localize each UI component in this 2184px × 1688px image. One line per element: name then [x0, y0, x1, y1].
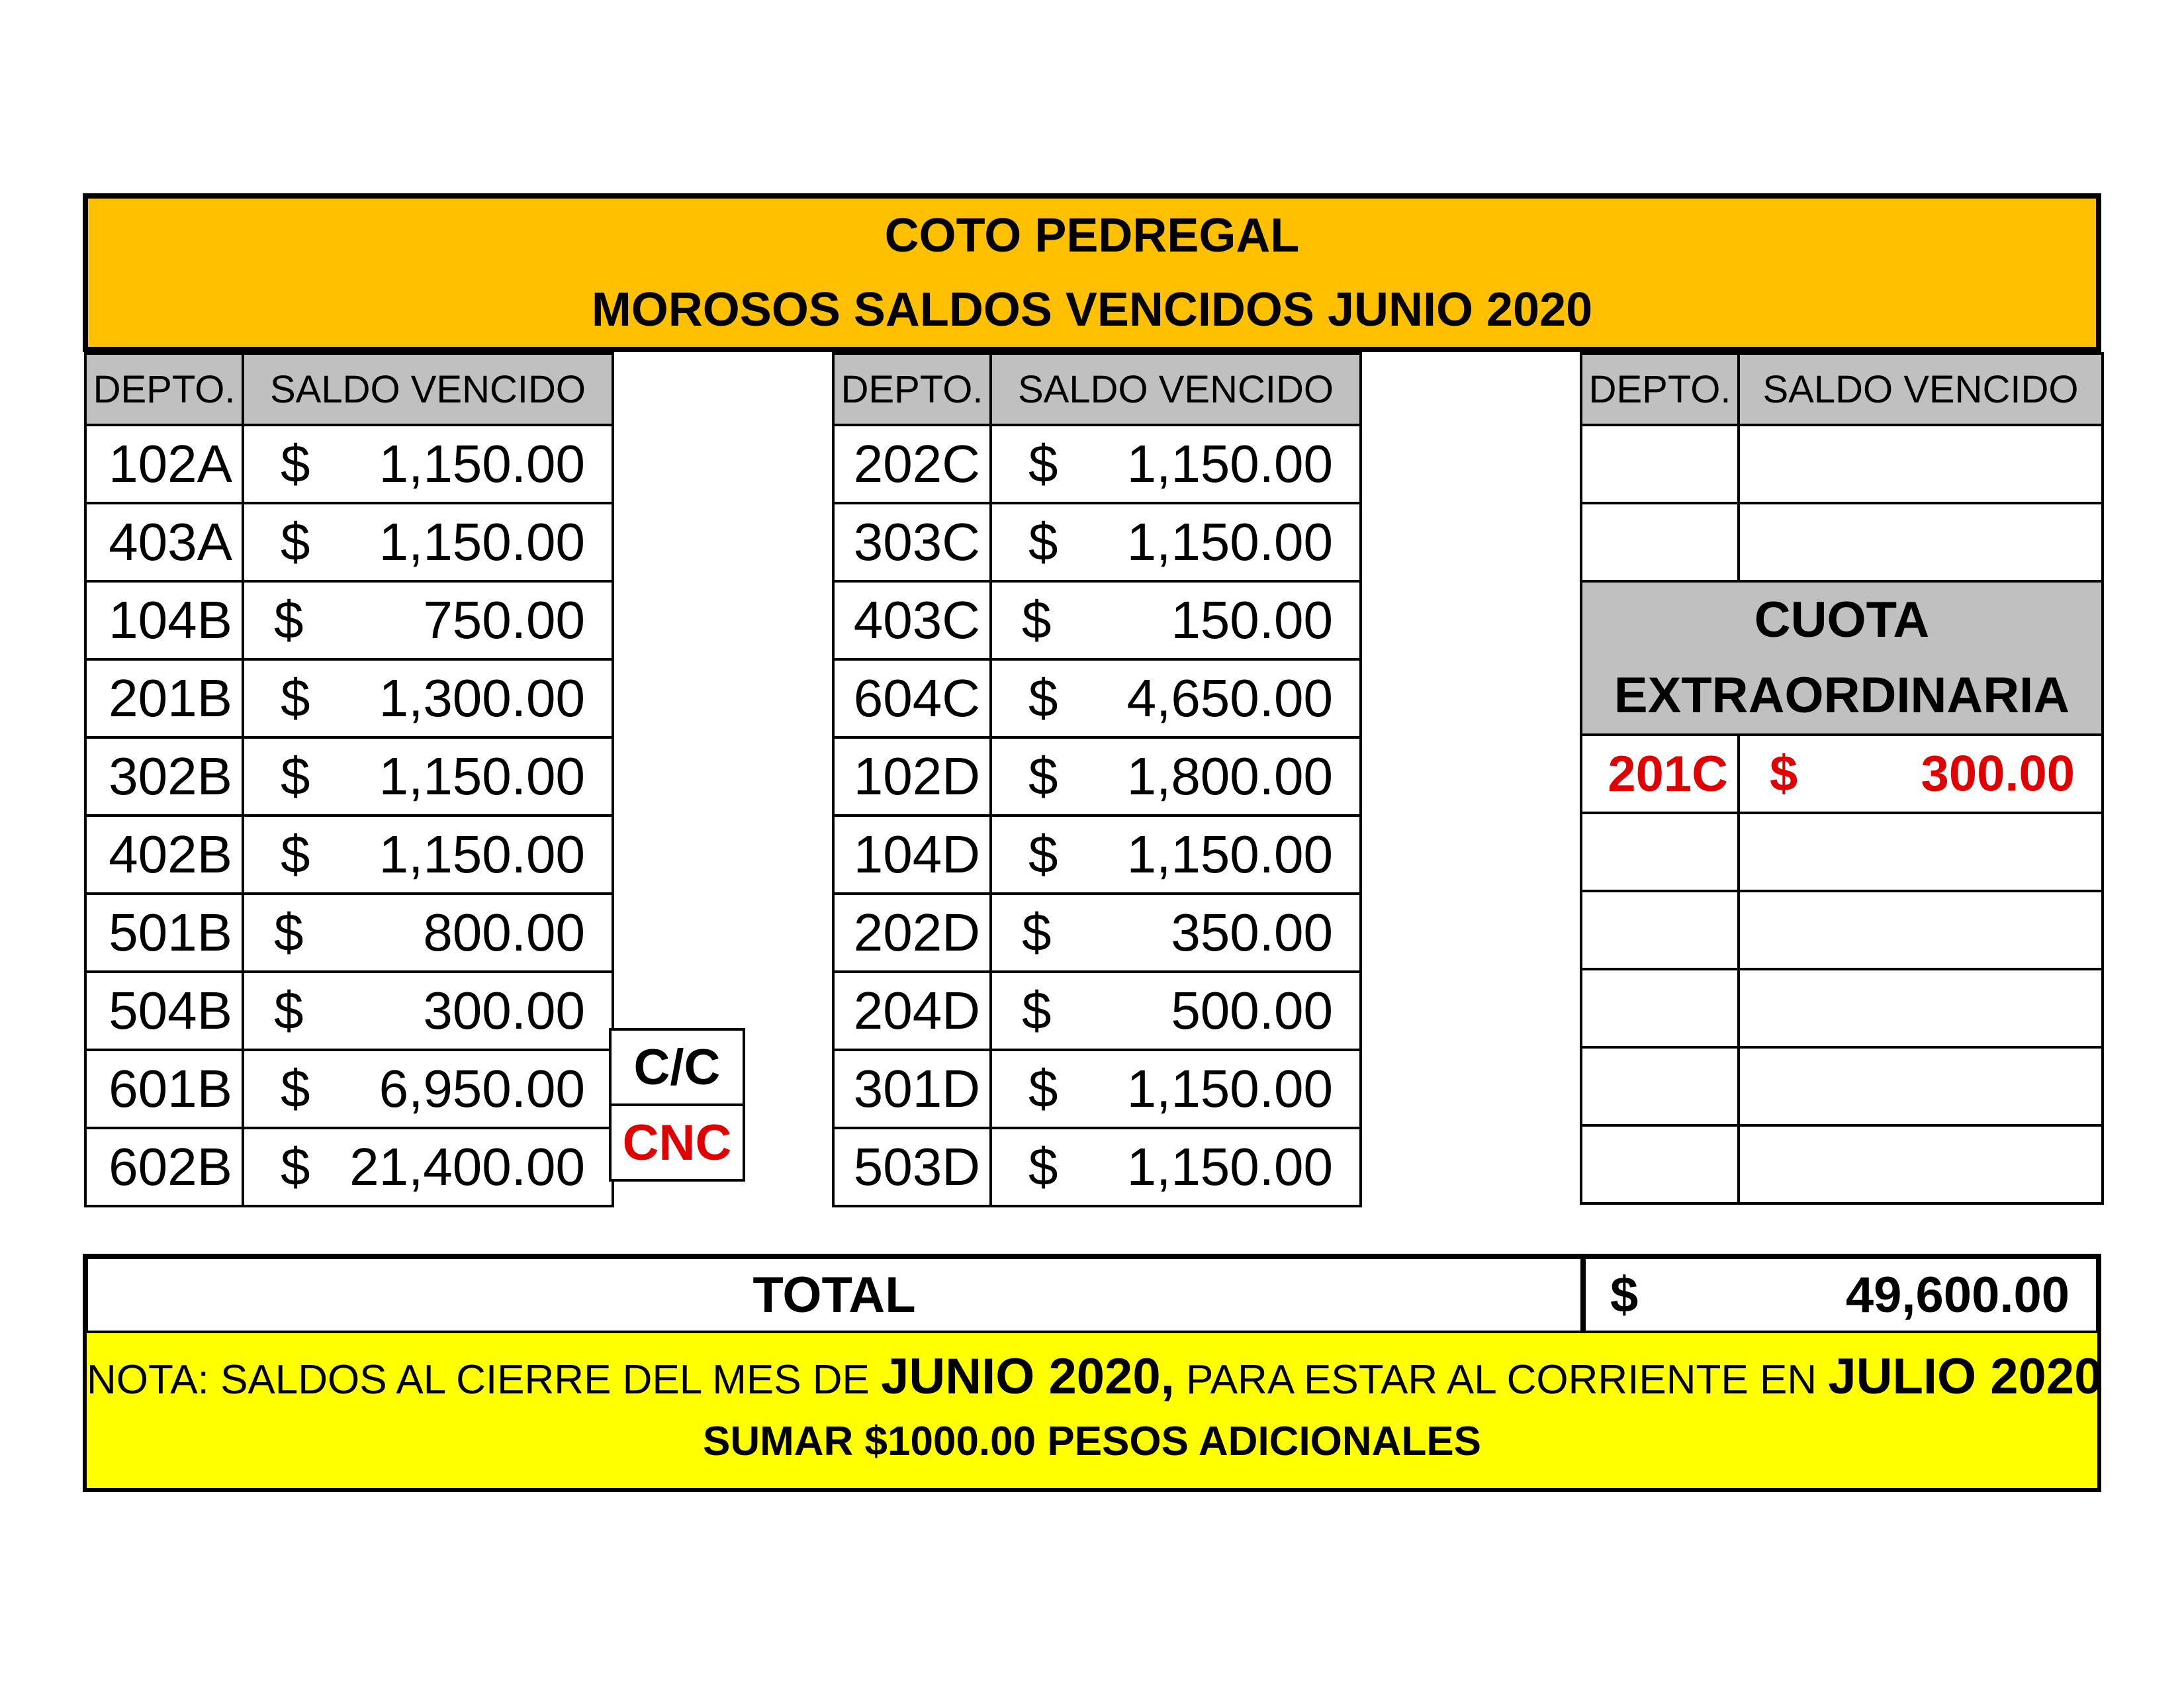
- amount-value: 6,950.00: [379, 1059, 585, 1118]
- depto-cell: 202C: [833, 425, 991, 503]
- depto-cell: 402B: [85, 816, 243, 894]
- amount-cell: [243, 972, 613, 1050]
- table-cuota-extraordinaria: [1580, 352, 2104, 1205]
- empty-cell: [1739, 969, 2103, 1047]
- empty-cell: [1581, 425, 1739, 503]
- currency-symbol: $: [1028, 825, 1058, 884]
- total-currency: $: [1610, 1266, 1639, 1323]
- amount-value: 1,150.00: [379, 825, 585, 884]
- amount-cell: [991, 737, 1361, 816]
- tag-cnc: CNC: [609, 1103, 745, 1182]
- amount-cell: [991, 503, 1361, 581]
- currency-symbol: $: [1028, 747, 1058, 806]
- amount-cell: [1739, 735, 2103, 813]
- empty-cell: [1739, 425, 2103, 503]
- nota-month-current: JUNIO 2020,: [881, 1348, 1175, 1405]
- currency-symbol: $: [281, 1059, 310, 1118]
- nota-text-2: PARA ESTAR AL CORRIENTE EN: [1174, 1357, 1829, 1403]
- header-saldo: SALDO VENCIDO: [991, 353, 1361, 425]
- report-subtitle: MOROSOS SALDOS VENCIDOS JUNIO 2020: [591, 283, 1593, 336]
- depto-cell: 303C: [833, 503, 991, 581]
- amount-value: 21,400.00: [349, 1137, 585, 1196]
- table-row: [833, 659, 1361, 737]
- total-amount: 49,600.00: [1845, 1266, 2070, 1323]
- table-row: [833, 1128, 1361, 1206]
- currency-symbol: $: [1770, 745, 1798, 802]
- nota-line2: SUMAR $1000.00 PESOS ADICIONALES: [702, 1419, 1482, 1464]
- depto-cell: 604C: [833, 659, 991, 737]
- amount-value: 150.00: [1171, 590, 1333, 649]
- table-row: [833, 894, 1361, 972]
- table-row: [1581, 503, 2103, 581]
- depto-cell: 301D: [833, 1050, 991, 1128]
- depto-cell: 601B: [85, 1050, 243, 1128]
- table-row: [85, 503, 613, 581]
- currency-symbol: $: [1022, 903, 1052, 962]
- table-row: [833, 972, 1361, 1050]
- table-row: [833, 1050, 1361, 1128]
- depto-cell: 302B: [85, 737, 243, 816]
- table-row: [85, 1050, 613, 1128]
- table-row: [1581, 1047, 2103, 1125]
- empty-cell: [1739, 813, 2103, 891]
- header-saldo: SALDO VENCIDO: [243, 353, 613, 425]
- depto-cell: 602B: [85, 1128, 243, 1206]
- amount-cell: [243, 1050, 613, 1128]
- currency-symbol: $: [1028, 1137, 1058, 1196]
- table-row: [1581, 891, 2103, 969]
- currency-symbol: $: [1022, 981, 1052, 1040]
- nota-line1: [87, 1348, 2103, 1405]
- total-divider: [1580, 1259, 1586, 1331]
- currency-symbol: $: [281, 825, 310, 884]
- total-label: TOTAL: [752, 1266, 916, 1323]
- amount-cell: [243, 737, 613, 816]
- amount-cell: [991, 1050, 1361, 1128]
- table-row: [833, 503, 1361, 581]
- depto-cell: 504B: [85, 972, 243, 1050]
- header-saldo: SALDO VENCIDO: [1739, 353, 2103, 425]
- amount-cell: [243, 503, 613, 581]
- table-row: [85, 894, 613, 972]
- amount-value: 4,650.00: [1126, 669, 1333, 727]
- amount-cell: [991, 894, 1361, 972]
- depto-cell: 403C: [833, 581, 991, 659]
- depto-cell: 201B: [85, 659, 243, 737]
- table-row: [833, 816, 1361, 894]
- table-balances-c-d: [832, 352, 1362, 1207]
- table-row: [1581, 1125, 2103, 1203]
- depto-cell: 403A: [85, 503, 243, 581]
- depto-cell: 501B: [85, 894, 243, 972]
- table-row: [833, 737, 1361, 816]
- cuota-heading: [1581, 581, 2103, 735]
- depto-cell: 102A: [85, 425, 243, 503]
- depto-cell: 104B: [85, 581, 243, 659]
- empty-cell: [1581, 813, 1739, 891]
- amount-cell: [991, 1128, 1361, 1206]
- amount-value: 1,150.00: [379, 747, 585, 806]
- empty-cell: [1581, 503, 1739, 581]
- depto-cell: 202D: [833, 894, 991, 972]
- table-row: [85, 1128, 613, 1206]
- amount-cell: [991, 816, 1361, 894]
- currency-symbol: $: [1022, 590, 1052, 649]
- currency-symbol: $: [281, 669, 310, 727]
- amount-value: 350.00: [1171, 903, 1333, 962]
- amount-value: 750.00: [423, 590, 585, 649]
- amount-value: 1,800.00: [1126, 747, 1333, 806]
- currency-symbol: $: [1028, 669, 1058, 727]
- table-row: [833, 581, 1361, 659]
- header-depto: DEPTO.: [1581, 353, 1739, 425]
- amount-cell: [243, 659, 613, 737]
- amount-value: 1,150.00: [1126, 1137, 1333, 1196]
- empty-cell: [1581, 1125, 1739, 1203]
- currency-symbol: $: [281, 747, 310, 806]
- depto-cell: 102D: [833, 737, 991, 816]
- currency-symbol: $: [274, 981, 304, 1040]
- table-row: [85, 972, 613, 1050]
- amount-value: 1,150.00: [1126, 512, 1333, 571]
- table-row: [1581, 969, 2103, 1047]
- amount-cell: [991, 972, 1361, 1050]
- report-header: [83, 193, 2101, 352]
- table-row: [1581, 425, 2103, 503]
- tag-cc: C/C: [609, 1028, 745, 1106]
- table-row: [833, 425, 1361, 503]
- currency-symbol: $: [281, 434, 310, 493]
- amount-value: 1,150.00: [1126, 434, 1333, 493]
- currency-symbol: $: [281, 512, 310, 571]
- amount-value: 500.00: [1171, 981, 1333, 1040]
- header-depto: DEPTO.: [833, 353, 991, 425]
- amount-cell: [243, 425, 613, 503]
- table-row: [85, 581, 613, 659]
- table-row: [1581, 735, 2103, 813]
- table-row: [85, 737, 613, 816]
- report-title: COTO PEDREGAL: [884, 209, 1300, 262]
- amount-value: 300.00: [423, 981, 585, 1040]
- table-header-row: [1581, 353, 2103, 425]
- amount-value: 1,150.00: [379, 434, 585, 493]
- amount-cell: [243, 1128, 613, 1206]
- nota-text-1: NOTA: SALDOS AL CIERRE DEL MES DE: [87, 1357, 882, 1403]
- total-row: [83, 1254, 2101, 1336]
- cuota-heading-line2: EXTRAORDINARIA: [1614, 667, 2070, 724]
- currency-symbol: $: [1028, 1059, 1058, 1118]
- currency-symbol: $: [1028, 512, 1058, 571]
- amount-value: 300.00: [1921, 745, 2075, 802]
- currency-symbol: $: [281, 1137, 310, 1196]
- amount-cell: [243, 581, 613, 659]
- table-row: [1581, 813, 2103, 891]
- empty-cell: [1739, 503, 2103, 581]
- amount-value: 800.00: [423, 903, 585, 962]
- empty-cell: [1739, 1125, 2103, 1203]
- amount-cell: [991, 581, 1361, 659]
- table-header-row: [833, 353, 1361, 425]
- amount-cell: [991, 659, 1361, 737]
- depto-cell: 204D: [833, 972, 991, 1050]
- depto-cell: 201C: [1581, 735, 1739, 813]
- amount-value: 1,150.00: [1126, 825, 1333, 884]
- table-row: [85, 659, 613, 737]
- empty-cell: [1581, 891, 1739, 969]
- cuota-heading-line1: CUOTA: [1754, 592, 1930, 648]
- depto-cell: 503D: [833, 1128, 991, 1206]
- amount-value: 1,150.00: [1126, 1059, 1333, 1118]
- table-balances-a-b: [84, 352, 614, 1207]
- empty-cell: [1739, 1047, 2103, 1125]
- empty-cell: [1581, 969, 1739, 1047]
- table-header-row: [85, 353, 613, 425]
- amount-value: 1,300.00: [379, 669, 585, 727]
- table-row: [85, 816, 613, 894]
- depto-cell: 104D: [833, 816, 991, 894]
- nota-box: [83, 1333, 2101, 1492]
- amount-cell: [243, 894, 613, 972]
- amount-cell: [991, 425, 1361, 503]
- amount-cell: [243, 816, 613, 894]
- table-row: [85, 425, 613, 503]
- empty-cell: [1581, 1047, 1739, 1125]
- currency-symbol: $: [274, 903, 304, 962]
- header-depto: DEPTO.: [85, 353, 243, 425]
- empty-cell: [1739, 891, 2103, 969]
- nota-month-next: JULIO 2020: [1828, 1348, 2103, 1405]
- currency-symbol: $: [274, 590, 304, 649]
- amount-value: 1,150.00: [379, 512, 585, 571]
- currency-symbol: $: [1028, 434, 1058, 493]
